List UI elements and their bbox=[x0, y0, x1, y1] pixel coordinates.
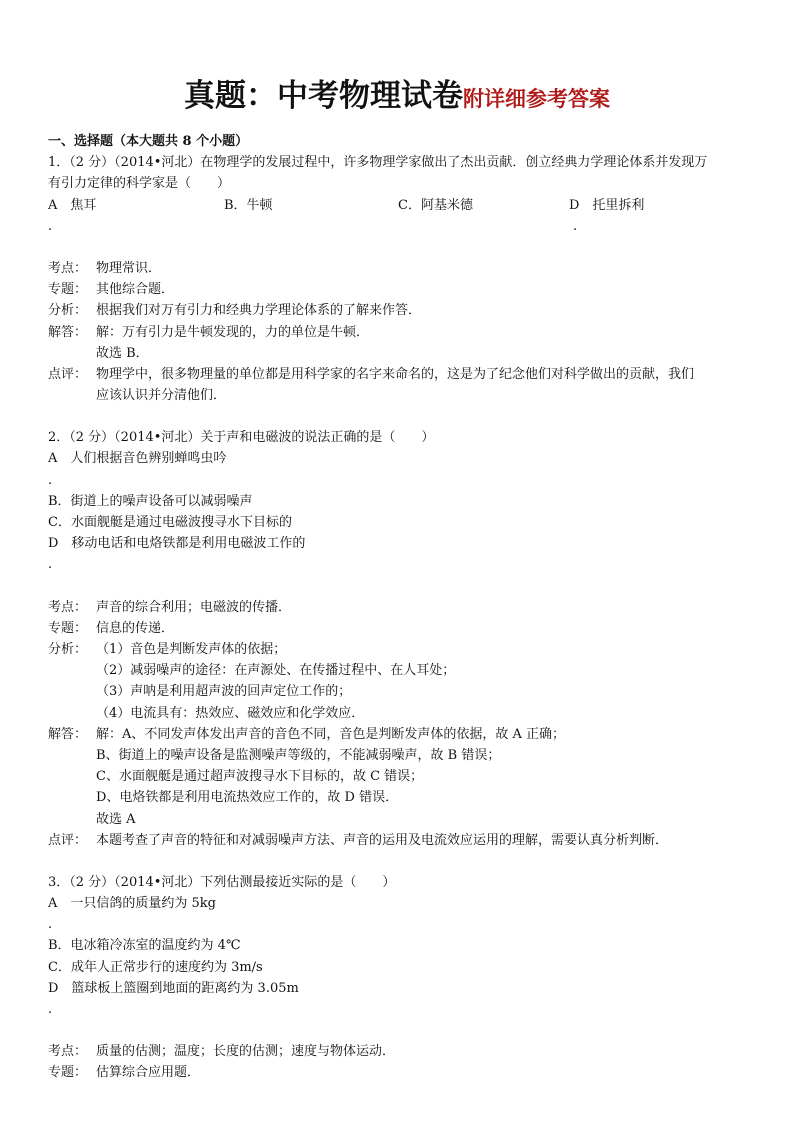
question-2-stem: 2．（2 分）（2014•河北）关于声和电磁波的说法正确的是（ ） bbox=[48, 430, 435, 446]
fenxi-label: 分析： bbox=[48, 303, 88, 319]
fenxi-label: 分析： bbox=[48, 642, 88, 658]
option-dot: . bbox=[48, 557, 53, 573]
kaodian-label: 考点： bbox=[48, 1044, 88, 1060]
question-1-stem-cont: 有引力定律的科学家是（ ） bbox=[48, 176, 231, 192]
kaodian-label: 考点： bbox=[48, 260, 88, 276]
question-1-jieda bbox=[48, 322, 748, 364]
question-1-kaodian bbox=[48, 258, 748, 279]
question-1-fenxi bbox=[48, 300, 748, 321]
kaodian-text: 物理常识． bbox=[96, 260, 162, 276]
option-dot: . bbox=[48, 917, 53, 933]
title-subtitle: 附详细参考答案 bbox=[463, 86, 610, 111]
fenxi-text: 根据我们对万有引力和经典力学理论体系的了解来作答． bbox=[96, 303, 422, 319]
option-dot: . bbox=[48, 472, 53, 488]
question-2-dianping bbox=[48, 830, 748, 851]
question-3-option-c: C．成年人正常步行的速度约为 3m/s bbox=[48, 959, 263, 975]
question-2-jieda bbox=[48, 724, 748, 830]
kaodian-text: 质量的估测；温度；长度的估测；速度与物体运动． bbox=[96, 1044, 396, 1060]
document-body bbox=[48, 131, 748, 1084]
question-3-kaodian bbox=[48, 1041, 748, 1062]
zhuanti-text: 估算综合应用题． bbox=[96, 1065, 201, 1081]
question-1 bbox=[48, 152, 748, 406]
kaodian-text: 声音的综合利用；电磁波的传播． bbox=[96, 599, 292, 615]
jieda-line-3: C、水面舰艇是通过超声波搜寻水下目标的，故 C 错误； bbox=[96, 769, 424, 785]
kaodian-label: 考点： bbox=[48, 599, 88, 615]
question-2-zhuanti bbox=[48, 618, 748, 639]
fenxi-point-4: （4）电流具有：热效应、磁效应和化学效应． bbox=[96, 705, 365, 721]
question-3-option-b: B．电冰箱冷冻室的温度约为 4℃ bbox=[48, 938, 241, 954]
jieda-label: 解答： bbox=[48, 324, 88, 340]
question-2-option-a: A 人们根据音色辨别蝉鸣虫吟 bbox=[48, 451, 227, 467]
jieda-label: 解答： bbox=[48, 726, 88, 742]
fenxi-point-3: （3）声呐是利用超声波的回声定位工作的； bbox=[96, 684, 352, 700]
dianping-label: 点评： bbox=[48, 832, 88, 848]
option-dot: . bbox=[573, 218, 578, 234]
fenxi-point-1: （1）音色是判断发声体的依据； bbox=[96, 642, 287, 658]
jieda-answer: 故选 B． bbox=[96, 345, 149, 361]
jieda-line-1: 解：A、不同发声体发出声音的音色不同，音色是判断发声体的依据，故 A 正确； bbox=[96, 726, 566, 742]
jieda-text: 解：万有引力是牛顿发现的，力的单位是牛顿． bbox=[96, 324, 370, 340]
question-1-dianping bbox=[48, 364, 748, 406]
document-title bbox=[0, 70, 794, 115]
question-1-option-c: C．阿基米德 bbox=[398, 197, 473, 213]
fenxi-point-2: （2）减弱噪声的途径：在声源处、在传播过程中、在人耳处； bbox=[96, 663, 456, 679]
question-3-option-a: A 一只信鸽的质量约为 5kg bbox=[48, 896, 216, 912]
question-2-option-c: C．水面舰艇是通过电磁波搜寻水下目标的 bbox=[48, 515, 292, 531]
dianping-text: 本题考查了声音的特征和对减弱噪声方法、声音的运用及电流效应运用的理解，需要认真分析判断． bbox=[96, 832, 669, 848]
title-main: 真题：中考物理试卷 bbox=[184, 78, 463, 114]
zhuanti-label: 专题： bbox=[48, 282, 88, 298]
zhuanti-text: 信息的传递． bbox=[96, 620, 175, 636]
jieda-line-4: D、电烙铁都是利用电流热效应工作的，故 D 错误． bbox=[96, 790, 399, 806]
jieda-answer: 故选 A bbox=[96, 811, 136, 827]
question-3-stem: 3．（2 分）（2014•河北）下列估测最接近实际的是（ ） bbox=[48, 874, 396, 890]
question-1-option-d: D 托里拆利 bbox=[569, 197, 645, 213]
zhuanti-text: 其他综合题． bbox=[96, 282, 175, 298]
question-3-zhuanti bbox=[48, 1062, 748, 1083]
zhuanti-label: 专题： bbox=[48, 1065, 88, 1081]
question-1-stem: 1．（2 分）（2014•河北）在物理学的发展过程中，许多物理学家做出了杰出贡献．创立经典力学理论体系并发现万 bbox=[48, 155, 708, 171]
dianping-label: 点评： bbox=[48, 366, 88, 382]
question-3 bbox=[48, 872, 748, 1084]
dianping-text: 物理学中，很多物理量的单位都是用科学家的名字来命名的，这是为了纪念他们对科学做出的贡献，我们 bbox=[96, 366, 695, 382]
question-2-option-b: B．街道上的噪声设备可以减弱噪声 bbox=[48, 493, 253, 509]
question-2 bbox=[48, 427, 748, 851]
section-header: 一、选择题（本大题共 8 个小题） bbox=[48, 134, 249, 149]
question-3-option-d: D 篮球板上篮圈到地面的距离约为 3.05m bbox=[48, 980, 299, 996]
zhuanti-label: 专题： bbox=[48, 620, 88, 636]
question-1-option-b: B．牛顿 bbox=[224, 197, 273, 213]
option-dot: . bbox=[48, 218, 53, 234]
jieda-line-2: B、街道上的噪声设备是监测噪声等级的，不能减弱噪声，故 B 错误； bbox=[96, 747, 501, 763]
question-1-option-dots bbox=[48, 216, 748, 237]
option-dot: . bbox=[48, 1002, 53, 1018]
question-2-kaodian bbox=[48, 597, 748, 618]
question-1-zhuanti bbox=[48, 279, 748, 300]
question-2-option-d: D 移动电话和电烙铁都是利用电磁波工作的 bbox=[48, 536, 306, 552]
question-1-options bbox=[48, 195, 748, 216]
question-1-option-a: A 焦耳 bbox=[48, 197, 97, 213]
question-2-fenxi bbox=[48, 639, 748, 724]
dianping-text-cont: 应该认识并分清他们． bbox=[96, 388, 227, 404]
